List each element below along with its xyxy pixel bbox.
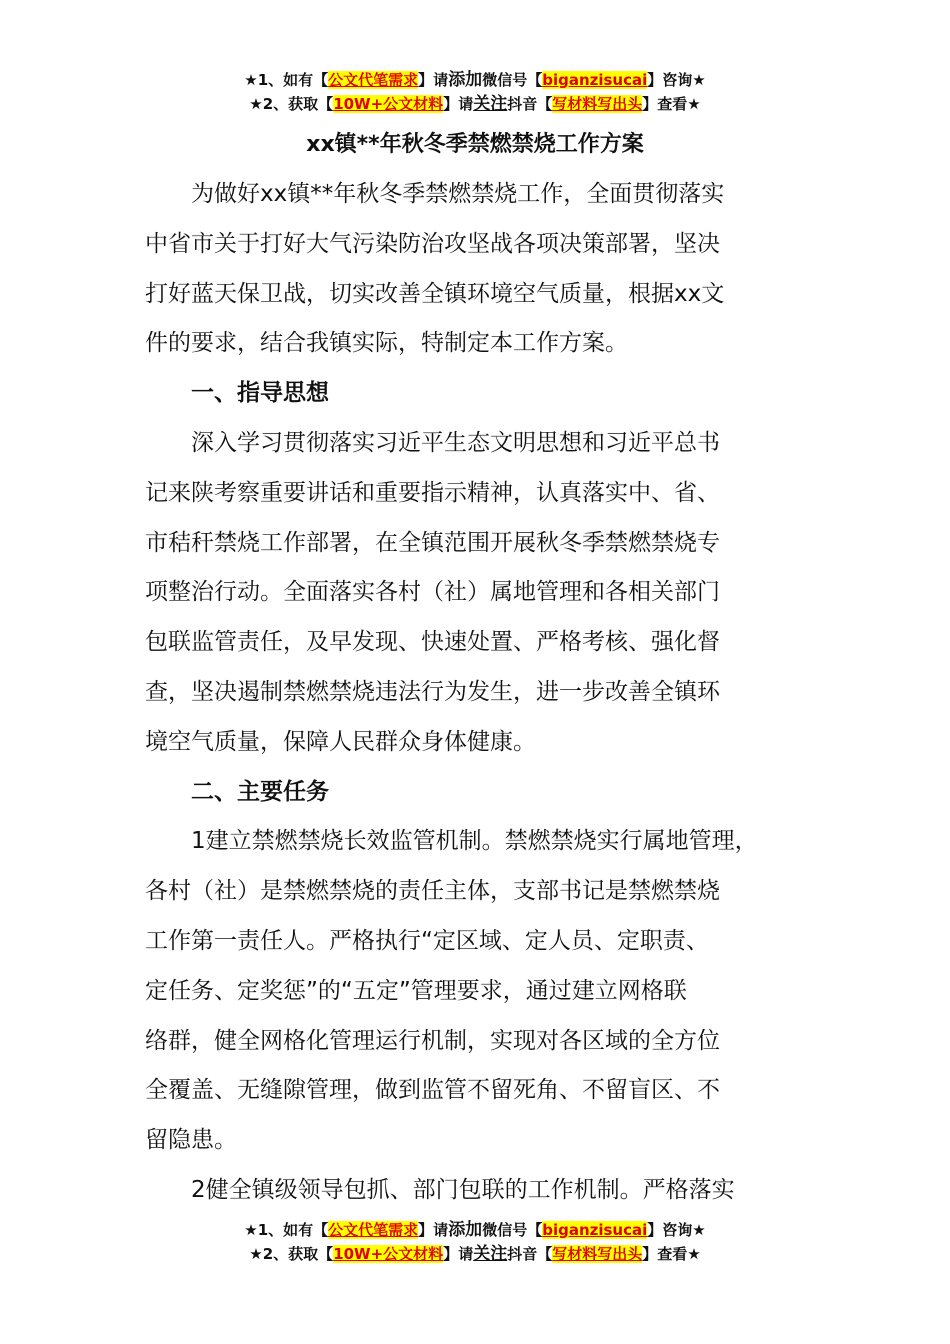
body-line: 项整治行动。全面落实各村（社）属地管理和各相关部门 xyxy=(145,579,720,606)
body-line: 定任务、定奖惩”的“五定”管理要求，通过建立网格联 xyxy=(145,977,687,1004)
header-promo-line-2: ★2、获取【10W+公文材料】请关注抖音【写材料写出头】查看★ xyxy=(249,94,701,114)
body-line: 包联监管责任，及早发现、快速处置、严格考核、强化督 xyxy=(145,629,720,656)
body-line: 络群，健全网格化管理运行机制，实现对各区域的全方位 xyxy=(145,1027,720,1054)
section-heading: 一、指导思想 xyxy=(191,380,329,407)
wechat-id-highlight: biganzisucai xyxy=(542,1221,648,1239)
body-line: 各村（社）是禁燃禁烧的责任主体，支部书记是禁燃禁烧 xyxy=(145,878,720,905)
body-line: 留隐患。 xyxy=(145,1127,237,1154)
body-line: 2健全镇级领导包抓、部门包联的工作机制。严格落实 xyxy=(191,1176,735,1203)
footer-promo-line-1: ★1、如有【公文代笔需求】请添加微信号【biganzisucai】咨询★ xyxy=(244,1220,706,1240)
section-heading: 二、主要任务 xyxy=(191,778,329,805)
body-line: 记来陕考察重要讲话和重要指示精神，认真落实中、省、 xyxy=(145,479,720,506)
body-line: 打好蓝天保卫战，切实改善全镇环境空气质量，根据xx文 xyxy=(145,280,725,307)
douyin-id-highlight: 写材料写出头 xyxy=(552,95,643,113)
promo-highlight: 10W+公文材料 xyxy=(333,1245,444,1263)
header-promo-line-1: ★1、如有【公文代笔需求】请添加微信号【biganzisucai】咨询★ xyxy=(244,70,706,90)
body-line: 市秸秆禁烧工作部署，在全镇范围开展秋冬季禁燃禁烧专 xyxy=(145,529,720,556)
body-line: 境空气质量，保障人民群众身体健康。 xyxy=(145,728,536,755)
douyin-id-highlight: 写材料写出头 xyxy=(552,1245,643,1263)
promo-highlight: 公文代笔需求 xyxy=(328,1221,419,1239)
body-line: 查，坚决遏制禁燃禁烧违法行为发生，进一步改善全镇环 xyxy=(145,678,720,705)
document-title: xx镇**年秋冬季禁燃禁烧工作方案 xyxy=(306,132,644,157)
promo-highlight: 10W+公文材料 xyxy=(333,95,444,113)
body-line: 全覆盖、无缝隙管理，做到监管不留死角、不留盲区、不 xyxy=(145,1077,720,1104)
body-line: 中省市关于打好大气污染防治攻坚战各项决策部署，坚决 xyxy=(145,230,720,257)
body-line: 1建立禁燃禁烧长效监管机制。禁燃禁烧实行属地管理， xyxy=(191,828,758,855)
promo-highlight: 公文代笔需求 xyxy=(328,71,419,89)
wechat-id-highlight: biganzisucai xyxy=(542,71,648,89)
body-line: 件的要求，结合我镇实际，特制定本工作方案。 xyxy=(145,330,628,357)
body-line: 工作第一责任人。严格执行“定区域、定人员、定职责、 xyxy=(145,927,709,954)
body-line: 为做好xx镇**年秋冬季禁燃禁烧工作，全面贯彻落实 xyxy=(191,181,725,207)
body-line: 深入学习贯彻落实习近平生态文明思想和习近平总书 xyxy=(191,429,720,456)
document-body xyxy=(145,170,825,1216)
footer-promo-line-2: ★2、获取【10W+公文材料】请关注抖音【写材料写出头】查看★ xyxy=(249,1244,701,1264)
